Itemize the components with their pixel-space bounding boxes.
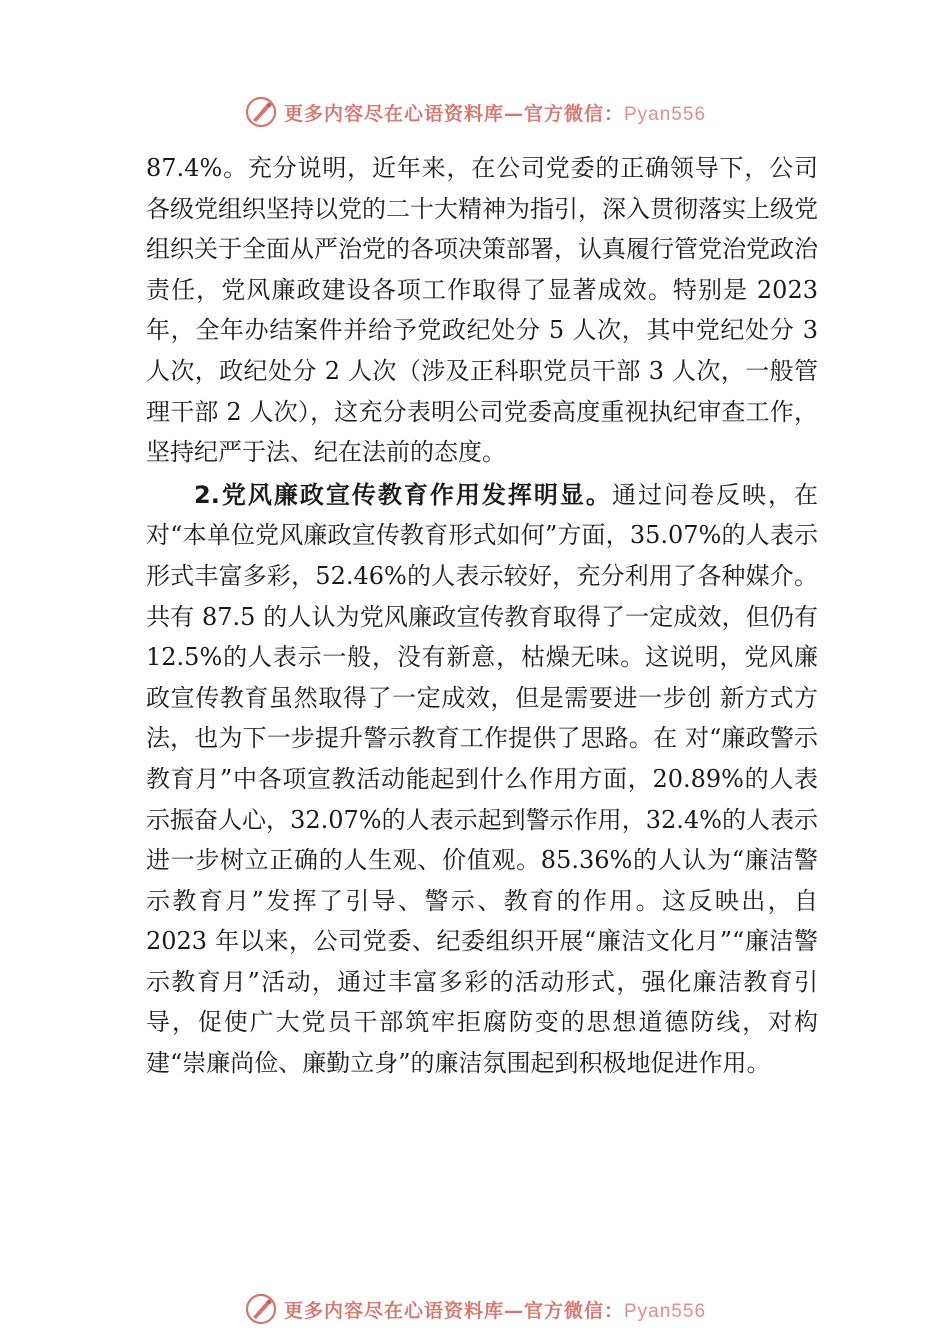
watermark-text: 更多内容尽在心语资料库—官方微信：Pyan556 bbox=[283, 1299, 707, 1322]
paragraph-text: 通过问卷反映，在对“本单位党风廉政宣传教育形式如何”方面，35.07%的人表示形式丰富多彩，52.46%的人表示较好，充分利用了各种媒介。共有 87.5 的人认为党风廉政宣传教育取得了一定成效，但仍有 12.5%的人表示一般，没有新意，枯燥无味。这说明，党风廉政宣传教育虽然取得了一定成效，但是需要进一步创 新方式方法，也为下一步提升警示教育工作提供了思路。在 对“廉政警示教育月”中各项宣教活动能起到什么作用方面，20.89%的人表示振奋人心，32.07%的人表示起到警示作用，32.4%的人表示进一步树立正确的人生观、价值观。85.36%的人认为“廉洁警示教育月”发挥了引导、警示、教育的作用。这反映出，自 2023 年以来，公司党委、纪委组织开展“廉洁文化月”“廉洁警示教育月”活动，通过丰富多彩的活动形式，强化廉洁教育引导，促使广大党员干部筑牢拒腐防变的思想道德防线，对构建“崇廉尚俭、廉勤立身”的廉洁氛围起到积极地促进作用。 bbox=[146, 480, 818, 1078]
section-heading: 2.党风廉政宣传教育作用发挥明显。 bbox=[194, 480, 612, 509]
paragraph-text: 87.4%。充分说明，近年来，在公司党委的正确领导下，公司各级党组织坚持以党的二十大精神为指引，深入贯彻落实上级党组织关于全面从严治党的各项决策部署，认真履行管党治党政治责任，党风廉政建设各项工作取得了显著成效。特别是 2023 年，全年办结案件并给予党政纪处分 5 人次，其中党纪处分 3 人次，政纪处分 2 人次（涉及正科职党员干部 3 人次，一般管理干部 2 人次），这充分表明公司党委高度重视执纪审查工作，坚持纪严于法、纪在法前的态度。 bbox=[146, 154, 818, 467]
document-body bbox=[146, 148, 818, 1084]
paragraph bbox=[146, 475, 818, 1084]
pen-logo-icon bbox=[244, 1292, 278, 1326]
pen-logo-icon bbox=[244, 95, 278, 129]
footer-watermark bbox=[0, 1289, 950, 1329]
header-watermark bbox=[0, 92, 950, 132]
watermark-text: 更多内容尽在心语资料库—官方微信：Pyan556 bbox=[283, 102, 707, 125]
paragraph bbox=[146, 148, 818, 473]
